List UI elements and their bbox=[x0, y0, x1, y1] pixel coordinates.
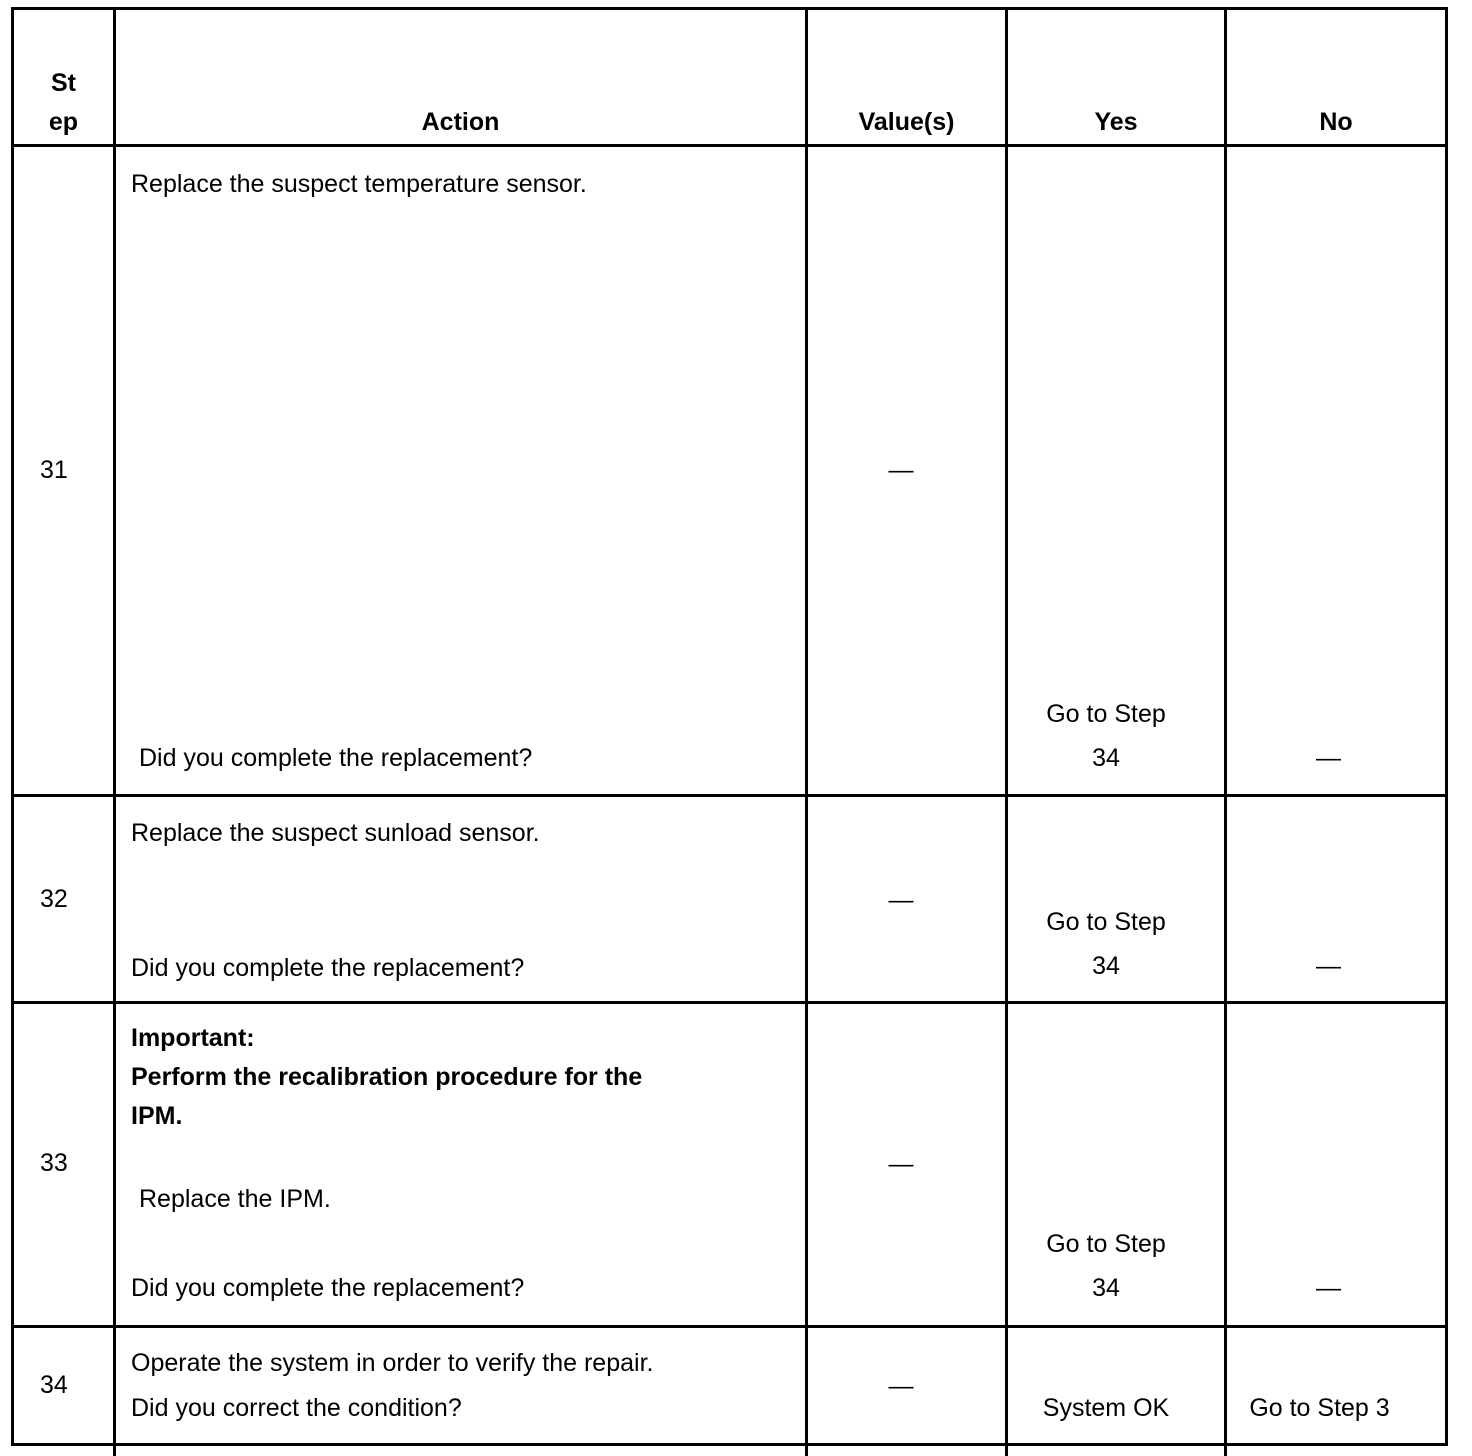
yes-line-1: Go to Step bbox=[1046, 700, 1166, 728]
table-divider bbox=[11, 1325, 1448, 1328]
action-question: Did you complete the replacement? bbox=[131, 954, 525, 982]
no-dash: — bbox=[1316, 744, 1341, 772]
important-label: Important: bbox=[131, 1024, 255, 1052]
step-number: 33 bbox=[40, 1149, 68, 1177]
action-question: Did you complete the replacement? bbox=[139, 744, 533, 772]
header-no: No bbox=[1319, 108, 1353, 136]
action-text: Replace the suspect temperature sensor. bbox=[131, 170, 587, 198]
table-divider bbox=[11, 144, 1448, 147]
table-divider bbox=[11, 1001, 1448, 1004]
yes-line-2: 34 bbox=[1092, 952, 1120, 980]
action-question: Did you complete the replacement? bbox=[131, 1274, 525, 1302]
header-step-line1: St bbox=[51, 69, 76, 97]
value-dash: — bbox=[888, 456, 914, 484]
step-number: 34 bbox=[40, 1371, 68, 1399]
value-dash: — bbox=[888, 1150, 914, 1178]
table-border bbox=[11, 1443, 1448, 1446]
value-dash: — bbox=[888, 886, 914, 914]
table-divider bbox=[11, 794, 1448, 797]
table-border bbox=[11, 7, 1448, 10]
action-text: Replace the suspect sunload sensor. bbox=[131, 819, 540, 847]
table-border bbox=[1445, 7, 1448, 1446]
action-text: Replace the IPM. bbox=[139, 1185, 331, 1213]
important-text: IPM. bbox=[131, 1102, 183, 1130]
table-border bbox=[11, 7, 14, 1446]
step-number: 31 bbox=[40, 456, 68, 484]
table-divider bbox=[1224, 7, 1227, 1456]
action-question: Did you correct the condition? bbox=[131, 1394, 462, 1422]
header-yes: Yes bbox=[1094, 108, 1138, 136]
no-dash: — bbox=[1316, 952, 1341, 980]
value-dash: — bbox=[888, 1372, 914, 1400]
action-text: Operate the system in order to verify the repair. bbox=[131, 1349, 654, 1377]
yes-text: System OK bbox=[1042, 1394, 1170, 1422]
no-dash: — bbox=[1316, 1274, 1341, 1302]
yes-line-1: Go to Step bbox=[1046, 1230, 1166, 1258]
yes-line-2: 34 bbox=[1092, 744, 1120, 772]
yes-line-1: Go to Step bbox=[1046, 908, 1166, 936]
table-divider bbox=[113, 7, 116, 1456]
header-action: Action bbox=[421, 108, 500, 136]
important-text: Perform the recalibration procedure for the bbox=[131, 1063, 643, 1091]
step-number: 32 bbox=[40, 885, 68, 913]
no-text: Go to Step 3 bbox=[1249, 1394, 1390, 1422]
header-step-line2: ep bbox=[48, 108, 79, 136]
table-divider bbox=[805, 7, 808, 1456]
yes-line-2: 34 bbox=[1092, 1274, 1120, 1302]
header-values: Value(s) bbox=[858, 108, 955, 136]
